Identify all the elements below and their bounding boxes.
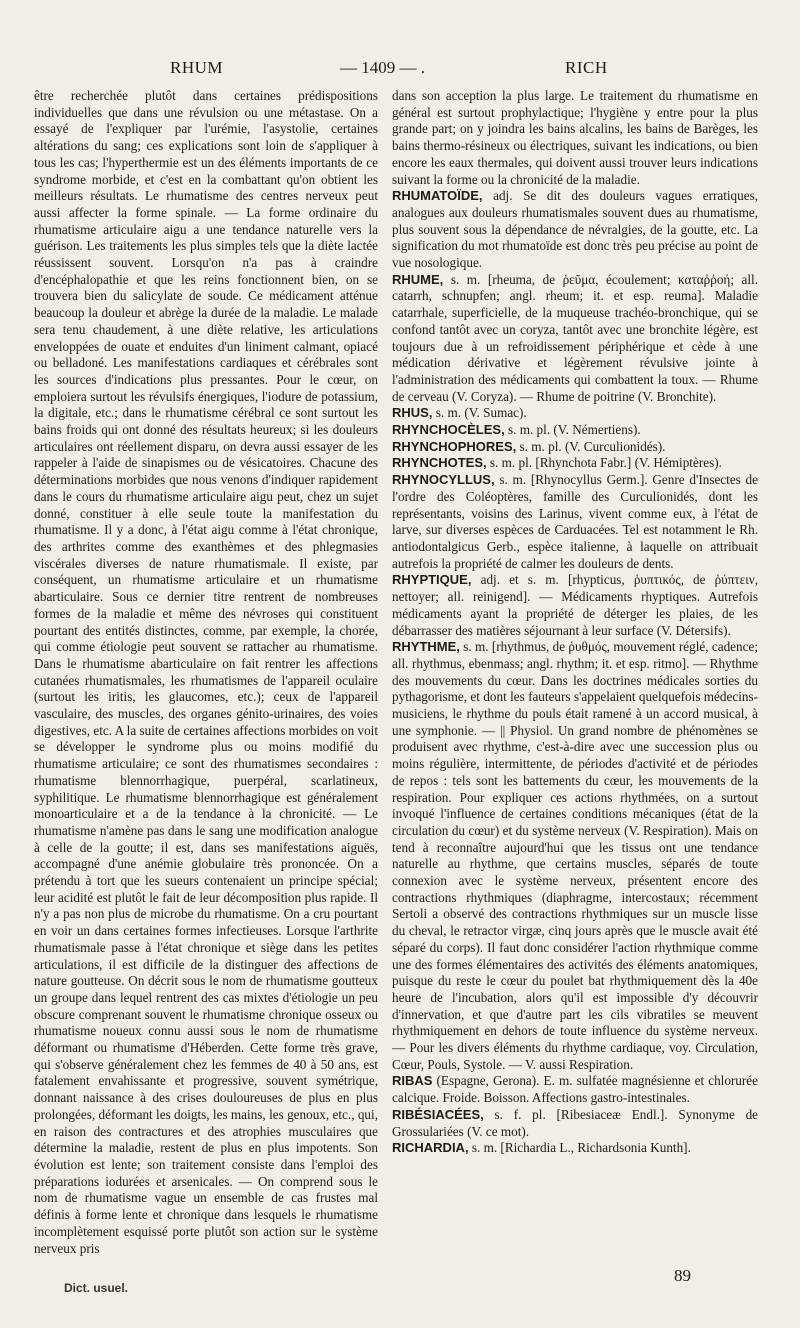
right-column — [392, 88, 758, 1263]
folio-number: 89 — [674, 1266, 691, 1285]
definition: s. m. [rhythmus, de ῥυθμός, mouvement réglé, cadence; all. rhythmus, ebenmass; angl. rhythm; it. et esp. ritmo]. — Rhythme des mouvements du cœur. Dans les doctrines médicales sorties du pythagorisme, et dont les fauteurs s'appelaient quelquefois médecins-musiciens, le rhythme du pouls était ramené à un accord musical, à une symphonie. — || Physiol. Un grand nombre de phénomènes se produisent avec rhythme, c'est-à-dire avec une succession plus ou moins régulière, intermittente, de périodes d'activité et de périodes de repos : tels sont les battements du cœur, les mouvements de la respiration. Pour expliquer ces actions rhythmées, on a surtout invoqué l'influence de certaines conditions mécaniques (état de la circulation du cœur) et du système nerveux (V. Respiration). Mais on tend à reconnaître aujourd'hui que les tissus ont une tendance naturelle au rhythme, que certains muscles, séparés de toute connexion avec le système nerveux, présentent encore des contractions rhythmiques (diaphragme, intercostaux; récemment Sertoli a observé des contractions rhythmiques sur un muscle lisse du cheval, le retractor virgæ, cinq jours après que le muscle avait été séparé du corps). Il faut donc considérer l'action rhythmique comme une des formes élémentaires des activités des éléments anatomiques, puisque du reste le cœur du poulet bat rhythmiquement dès la 40e heure de l'incubation, alors qu'il est impossible d'y découvrir d'innervation, et que d'autre part les cils vibratiles se meuvent rhythmiquement en dehors de toute influence du système nerveux. — Pour les divers éléments du rhythme cardiaque, voy. Circulation, Cœur, Pouls, Systole. — V. aussi Respiration. — [392, 639, 758, 1072]
entry-rhyptique — [392, 572, 758, 639]
page-header — [0, 58, 800, 84]
entry-rhumatoide — [392, 188, 758, 272]
entry-richardia — [392, 1140, 758, 1157]
headword: RHYNCHOPHORES, — [392, 438, 517, 454]
headword: RHYNOCYLLUS, — [392, 472, 495, 488]
definition: s. m. [Rhynocyllus Germ.]. Genre d'Insectes de l'ordre des Coléoptères, famille des Curculionidés, dont les représentants, voisins des Larinus, vivent comme eux, à l'état de larve, sur diverses espèces de Carduacées. Tel est notamment le Rh. antiodontalgicus Gerb., espèce italienne, à laquelle on attribuait autrefois la propriété de calmer les douleurs de dents. — [392, 472, 758, 571]
headword: RHUS, — [392, 405, 433, 421]
running-head-left: RHUM — [170, 58, 224, 77]
page-number-header: — 1409 — . — [340, 58, 425, 77]
headword: RHYTHME, — [392, 639, 460, 655]
definition: s. m. pl. (V. Némertiens). — [507, 422, 641, 438]
headword: RIBÉSIACÉES, — [392, 1106, 484, 1122]
definition: s. m. pl. [Rhynchota Fabr.] (V. Hémiptères). — [489, 455, 722, 471]
rhumatisme-treatment-text: dans son acception la plus large. Le traitement du rhumatisme en général est surtout prophylactique; l'hygiène y entre pour la plus grande part; on y joindra les bains alcalins, les bains de Barèges, les bains thermo-résineux ou électriques, suivant les indications, ou bien encore les eaux thermales, qui doivent aussi trouver leurs indications suivant la forme ou la chronicité de la maladie. — [392, 88, 758, 187]
entry-rhynchoceles — [392, 422, 758, 439]
rhumatisme-continuation-text: être recherchée plutôt dans certaines prédispositions individuelles que dans une révulsion ou une métastase. On a essayé de l'expliquer par l'urémie, l'asystolie, certaines altérations du sang; ces explications sont loin de s'appliquer à tous les cas; l'hyperthermie est un des éléments importants de ce syndrome morbide, et c'est en la combattant qu'on obtient les meilleurs résultats. Le rhumatisme des centres nerveux peut aussi affecter la forme spinale. — La forme ordinaire du rhumatisme articulaire aigu a une tendance naturelle vers la guérison. Les traitements les plus simples tels que la diète lactée réussissent souvent. Lorsqu'on n'a pas à craindre d'encéphalopathie et que les reins fonctionnent bien, on se trouvera bien du salicylate de soude. Ce médicament atténue beaucoup la douleur et abrège la durée de la maladie. Le malade sera tenu chaudement, à une diète relative, les articulations enveloppées de ouate et enduites d'un liniment calmant, opiacé ou belladoné. Les manifestations cardiaques et cérébrales sont les sources d'indications plus pressantes. Pour le cœur, on emploiera surtout les révulsifs énergiques, l'iodure de potassium, la digitale, etc.; dans le rhumatisme cérébral ce sont surtout les bains froids qui ont donné des résultats heureux; si les douleurs articulaires ont réellement disparu, on devra aussi essayer de les rappeler à l'aide de sinapismes ou de vésicatoires. Chacune des déterminations morbides que nous venons d'indiquer rapidement dans le cours du rhumatisme articulaire aigu peut, chez un sujet donné, constituer à elle seule toute la manifestation du rhumatisme. Il y a donc, à l'état aigu comme à l'état chronique, des arthrites comme des exanthèmes et des phlegmasies viscérales diverses de nature rhumatismale. Il existe, par conséquent, un rhumatisme articulaire et un rhumatisme abarticulaire. Sous ce dernier titre rentrent de nombreuses formes de la maladie et même des névroses qui constituent pourtant des entités distinctes, comme, par exemple, la chorée, qui comme étiologie peut souvent se rattacher au rhumatisme. Dans le rhumatisme abarticulaire on fait rentrer les affections cutanées rhumatismales, les rhumatismes de l'appareil oculaire (surtout les iritis, les glaucomes, etc.); ceux de l'appareil vasculaire, des muscles, des organes génito-urinaires, des voies digestives, etc. A la suite de certaines affections morbides on voit se développer le syndrome plus ou moins modifié du rhumatisme articulaire; ce sont des rhumatismes secondaires : rhumatisme blennorrhagique, puerpéral, scarlatineux, syphilitique. Le rhumatisme blennorrhagique est généralement monoarticulaire et a de la tendance à la chronicité. — Le rhumatisme n'amène pas dans le sang une modification analogue à celle de la goutte; il est, dans ses manifestations aiguës, accompagné d'une anémie globulaire très prononcée. On a prétendu à tort que les sueurs contenaient un principe spécial; leur acidité est plutôt le fait de leur décomposition plus rapide. Il n'y a pas non plus de microbe du rhumatisme. On a cru pourtant en voir un dans certaines formes infectieuses. Lorsque l'arthrite rhumatismale passe à l'état chronique et siège dans les petites articulations, il est difficile de la distinguer des affections de nature goutteuse. On décrit sous le nom de rhumatisme goutteux un groupe dans lequel rentrent des cas mixtes d'étiologie un peu obscure comprenant souvent le rhumatisme chronique osseux ou rhumatisme noueux connu aussi sous le nom de rhumatisme déformant ou rhumatisme d'Héberden. Cette forme très grave, qui s'observe généralement chez les femmes de 40 à 50 ans, est fatalement envahissante et progressive, souvent symétrique, donnant naissance à des crises douloureuses de plus en plus prolongées, déformant les doigts, les mains, les genoux, etc., qui, en raison des contractures et des atrophies musculaires que détermine la maladie, restent de plus en plus impotents. Son évolution est lente; son traitement consiste dans l'emploi des préparations iodurées et arsenicales. — On comprend sous le nom de rhumatisme vague un ensemble de cas frustes mal définis à forme lente et chronique dans lesquels le rhumatisme incomplètement esquissé porte plutôt son action sur le système nerveux pris — [34, 88, 378, 1256]
headword: RIBAS — [392, 1073, 433, 1089]
definition: s. m. [rheuma, de ῥεῦμα, écoulement; καταῤῥοή; all. catarrh, schnupfen; angl. rheum; it. et esp. reuma]. Maladie catarrhale, superficielle, de la muqueuse trachéo-bronchique, qui se confond tantôt avec un coryza, tantôt avec une bronchite légère, est toujours due à un refroidissement périphérique et cède à une médication dérivative et légèrement révulsive jointe à l'administration des médicaments qui combattent la toux. — Rhume de cerveau (V. Coryza). — Rhume de poitrine (V. Bronchite). — [392, 271, 758, 404]
definition: s. m. pl. (V. Curculionidés). — [519, 438, 666, 454]
definition: adj. Se dit des douleurs vagues erratiques, analogues aux douleurs rhumatismales souvent dues au rhumatisme, plus souvent sous la dépendance de névralgies, de la goutte, etc. La signification du mot rhumatoïde est donc très peu précise au point de vue nosologique. — [392, 188, 758, 271]
entry-rhus — [392, 405, 758, 422]
headword: RHYNCHOTES, — [392, 455, 487, 471]
entry-rhythme — [392, 639, 758, 1073]
signature-mark: Dict. usuel. — [64, 1281, 129, 1295]
entry-ribas — [392, 1073, 758, 1106]
headword: RICHARDIA, — [392, 1140, 469, 1156]
headword: RHYNCHOCÈLES, — [392, 422, 505, 438]
definition: s. f. pl. [Ribesiaceæ Endl.]. Synonyme de Grossulariées (V. ce mot). — [392, 1106, 758, 1139]
definition: s. m. (V. Sumac). — [435, 405, 527, 421]
headword: RHUMATOÏDE, — [392, 188, 483, 204]
headword: RHUME, — [392, 271, 444, 287]
running-head-right: RICH — [565, 58, 608, 77]
headword: RHYPTIQUE, — [392, 572, 472, 588]
definition: adj. et s. m. [rhypticus, ῥυπτικός, de ῥύπτειν, nettoyer; all. reinigend]. — Médicaments rhyptiques. Autrefois médicaments ayant la propriété de déterger les plaies, de les débarrasser des matières séjournant à leur surface (V. Détersifs). — [392, 572, 758, 638]
entry-rhynchotes — [392, 455, 758, 472]
entry-rhynocyllus — [392, 472, 758, 572]
entry-rhume — [392, 272, 758, 406]
definition: s. m. [Richardia L., Richardsonia Kunth]. — [471, 1140, 691, 1156]
entry-ribesiacees — [392, 1107, 758, 1140]
definition: (Espagne, Gerona). E. m. sulfatée magnésienne et chlorurée calcique. Froide. Boisson. Affections gastro-intestinales. — [392, 1073, 758, 1106]
entry-rhynchophores — [392, 439, 758, 456]
left-column — [34, 88, 378, 1273]
page-footer — [0, 1266, 800, 1308]
